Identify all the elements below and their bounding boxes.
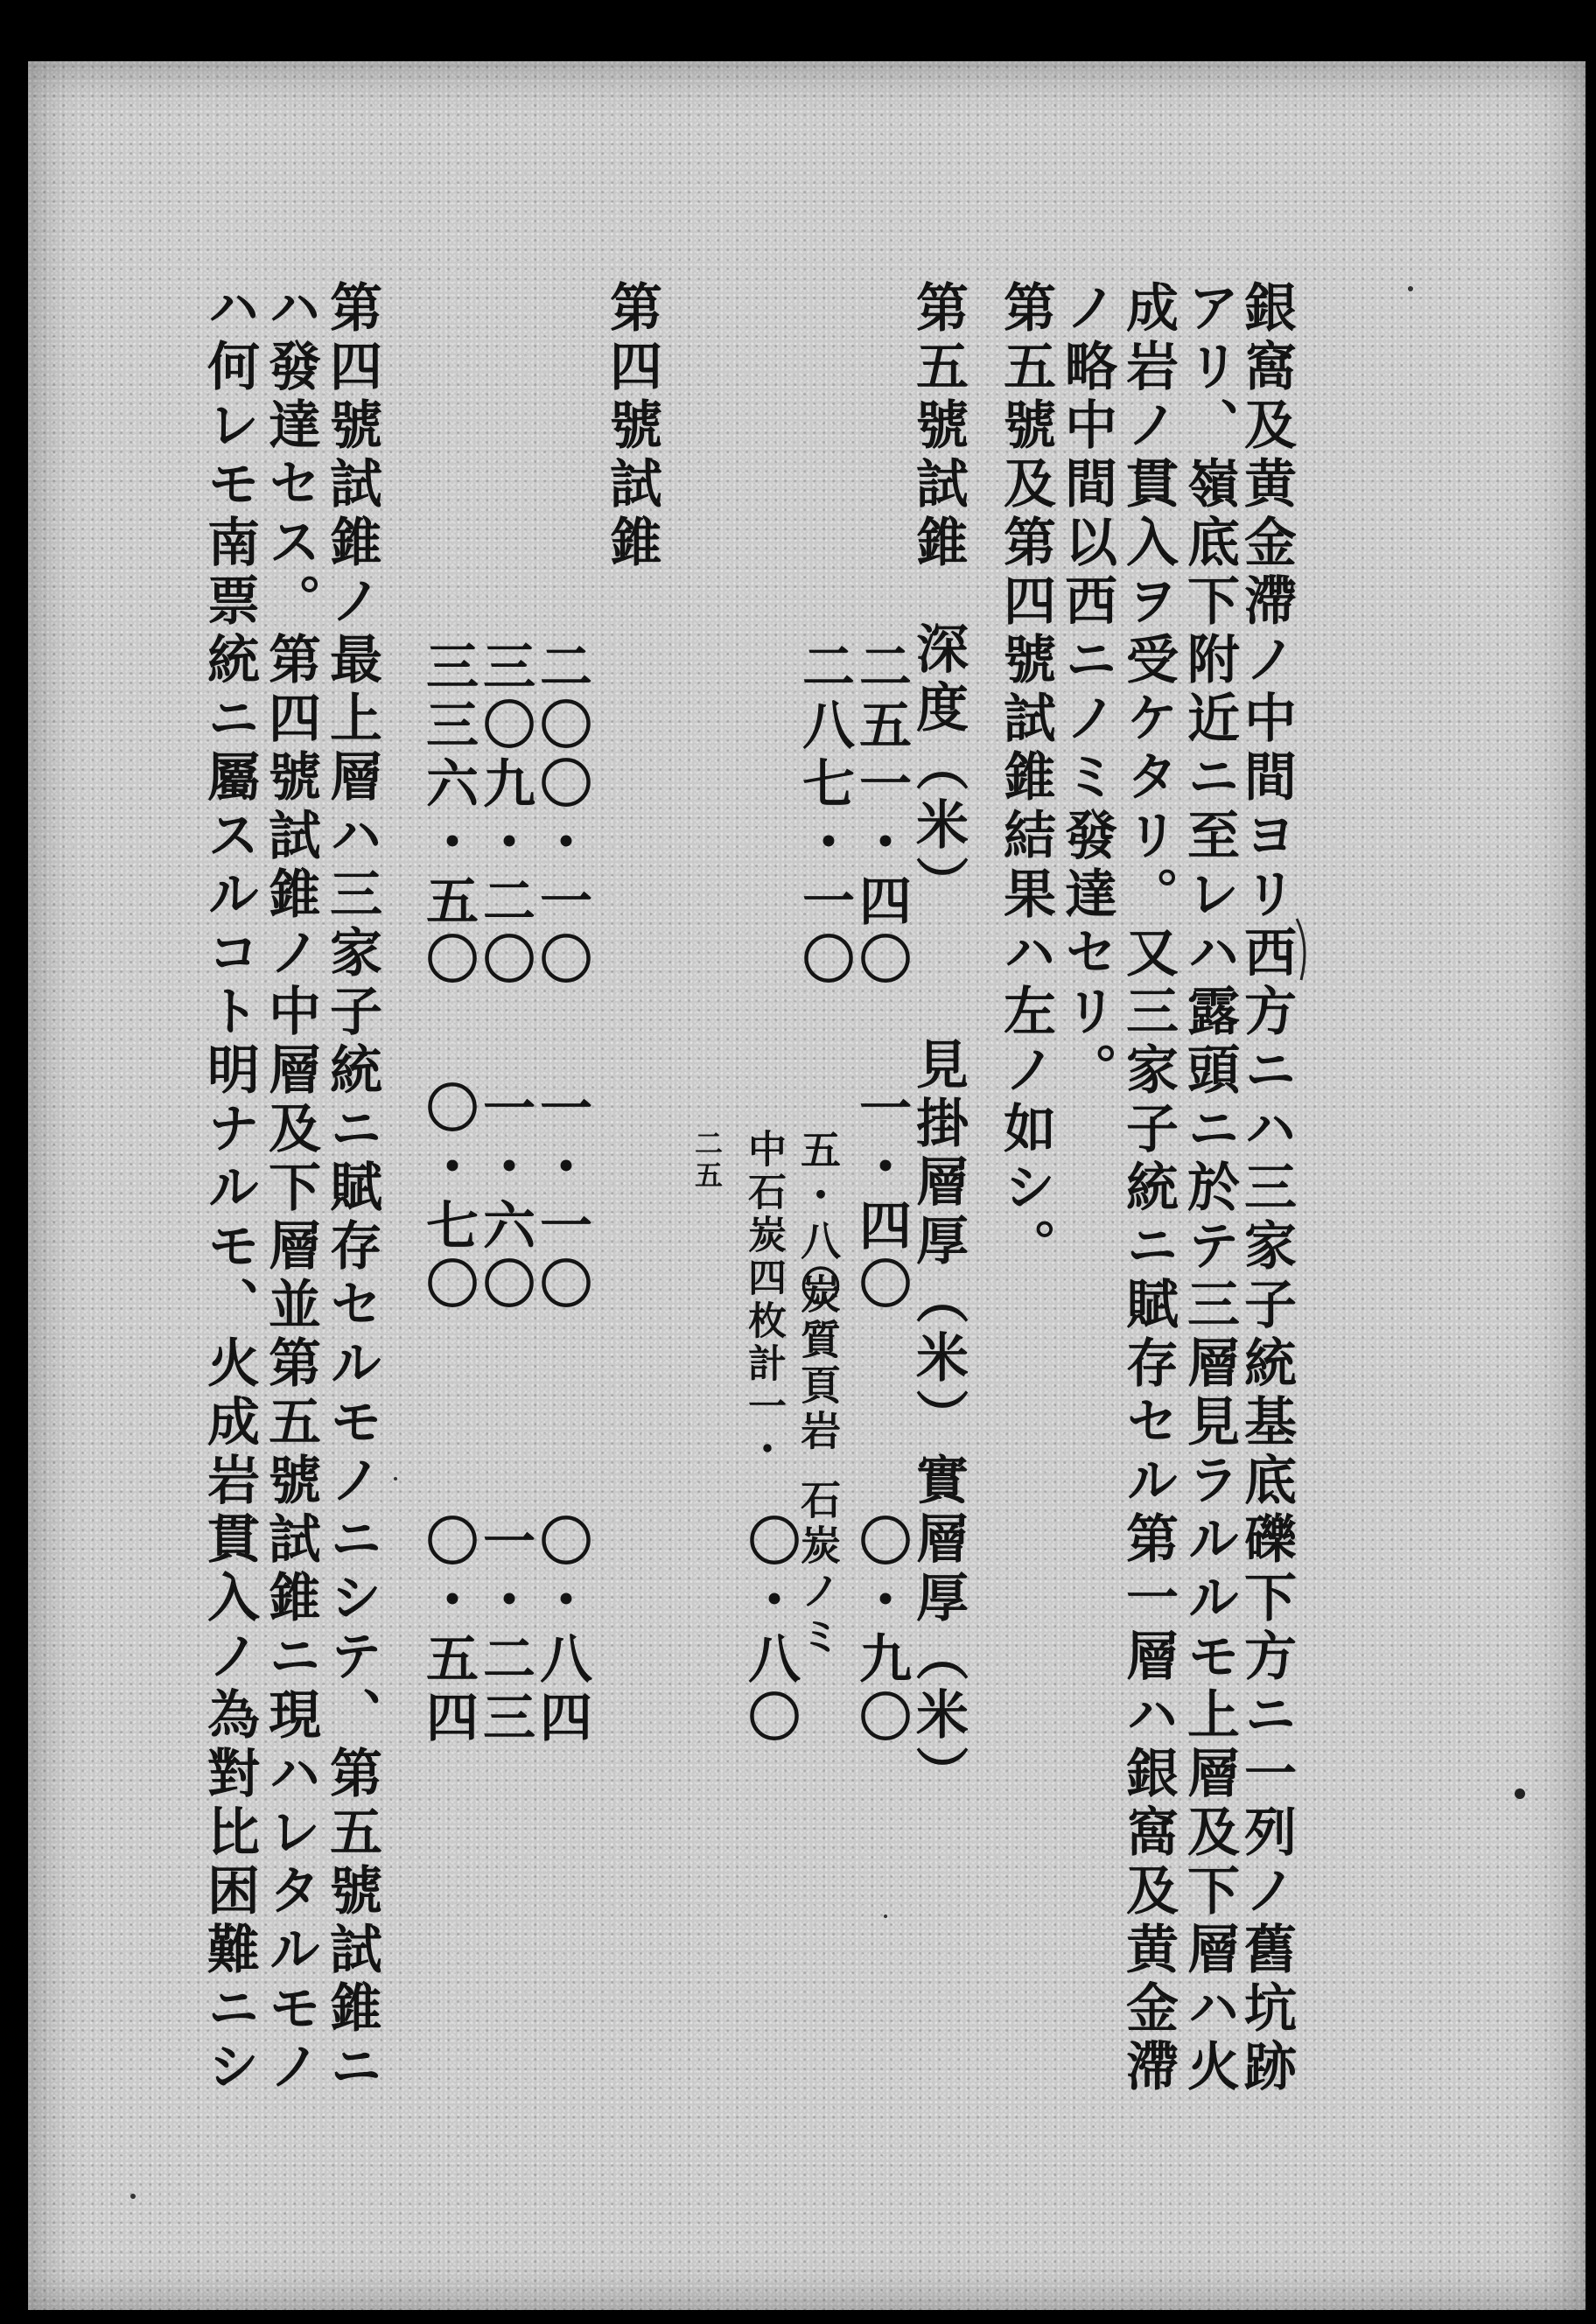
bore4-row2-actual: 一・二三 [474, 1514, 536, 1748]
text-line-7: ハ發達セス。第四號試錐ノ中層及下層並第五號試錐ニ現ハレタルモノ [260, 280, 321, 2097]
scan-noise [28, 61, 1586, 2310]
header-apparent: 見掛層厚（米） [907, 1037, 969, 1447]
bore5-row1-note: 石炭ノミ [794, 1479, 842, 1661]
header-actual: 實層厚（米） [907, 1452, 969, 1804]
bore4-row1-depth: 二〇〇・一〇 [531, 639, 592, 990]
bore4-row3-depth: 三三六・五〇 [417, 639, 479, 990]
bore5-row2-apparent: 五・八〇 [794, 1129, 842, 1311]
bore5-row1-apparent: 一・四〇 [850, 1081, 912, 1315]
bore4-row1-apparent: 一・一〇 [531, 1081, 592, 1315]
text-line-8: ハ何レモ南票統ニ屬スルコト明ナルモ、火成岩貫入ノ為對比困難ニシ [199, 280, 260, 2097]
bore4-heading: 第四號試錐 [601, 280, 662, 573]
text-line-3: 成岩ノ貫入ヲ受ケタリ。又三家子統ニ賦存セル第一層ハ銀窩及黄金滯 [1117, 280, 1179, 2097]
bore5-heading: 第五號試錐 [907, 280, 969, 573]
text-line-4: ノ略中間以西ニノミ發達セリ。 [1056, 280, 1117, 1101]
bore5-row2-apparent-tail: 炭質頁岩 [794, 1273, 842, 1455]
bore5-row2-actual: 〇・八〇 [739, 1514, 801, 1748]
bore5-row1-depth: 二五一・四〇 [850, 639, 912, 990]
bore5-row2-note-tail: 二五 [690, 1129, 724, 1192]
bore4-row3-apparent: 〇・七〇 [417, 1081, 479, 1315]
bore5-row2-depth: 二八七・一〇 [794, 639, 855, 990]
bore5-row1-actual: 〇・九〇 [850, 1514, 912, 1748]
text-line-5: 第五號及第四號試錐結果ハ左ノ如シ。 [995, 280, 1056, 1277]
text-line-2: アリ、嶺底下附近ニ至レハ露頭ニ於テ三層見ラルルモ上層及下層ハ火 [1179, 280, 1240, 2097]
bore4-row1-actual: 〇・八四 [531, 1514, 592, 1748]
document-page [28, 61, 1586, 2310]
bore4-row3-actual: 〇・五四 [417, 1514, 479, 1748]
bore4-row2-depth: 三〇九・二〇 [474, 639, 536, 990]
bore5-row2-note: 中石炭四枚計一・ [741, 1129, 786, 1472]
text-line-1: 銀窩及黄金滯ノ中間ヨリ西方ニハ三家子統基底礫下方ニ一列ノ舊坑跡 [1236, 280, 1297, 2097]
header-depth: 深度（米） [907, 621, 969, 914]
text-line-6: 第四號試錐ノ最上層ハ三家子統ニ賦存セルモノニシテ、第五號試錐ニ [321, 280, 382, 2097]
bore4-row2-apparent: 一・六〇 [474, 1081, 536, 1315]
